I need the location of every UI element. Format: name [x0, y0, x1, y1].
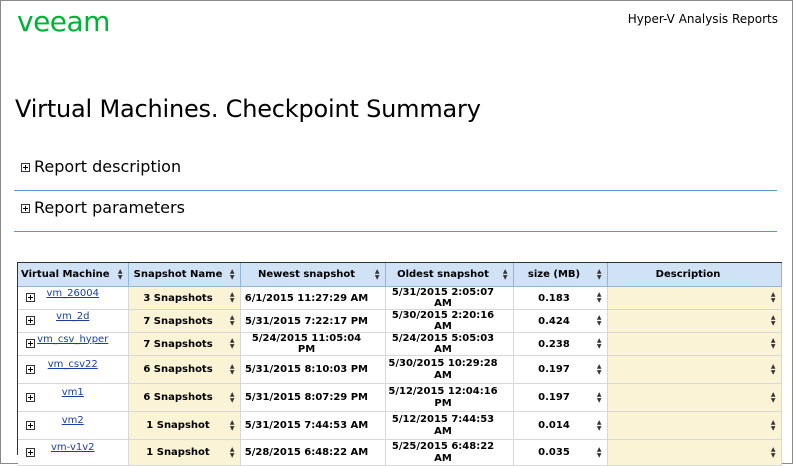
sort-arrows-icon[interactable]: ▲ ▼: [229, 418, 235, 432]
size-cell: [513, 333, 607, 356]
vm-cell: [18, 310, 128, 333]
report-parameters-section[interactable]: [14, 192, 777, 232]
sort-arrows-icon[interactable]: ▲ ▼: [596, 314, 602, 327]
vm-link[interactable]: vm2: [61, 415, 84, 426]
newest-cell: [240, 356, 385, 384]
report-description-section[interactable]: [14, 151, 777, 191]
size-cell: [513, 310, 607, 333]
sort-arrows-icon[interactable]: ▲ ▼: [229, 337, 235, 350]
expand-row-icon[interactable]: [26, 293, 35, 302]
sort-arrows-icon[interactable]: ▲ ▼: [229, 362, 235, 376]
vm-link[interactable]: vm1: [61, 387, 84, 398]
column-header-virtual-machine[interactable]: [18, 263, 128, 287]
sort-arrows-icon[interactable]: ▲ ▼: [229, 390, 235, 404]
oldest-value: 5/30/2015 2:20:16 AM: [391, 310, 495, 332]
veeam-logo-mark: [17, 7, 135, 37]
column-header-oldest-snapshot[interactable]: [385, 263, 513, 287]
sort-arrows-icon[interactable]: ▲ ▼: [117, 267, 123, 281]
description-cell: [607, 310, 781, 333]
snapshot-count: 6 Snapshots: [143, 364, 213, 375]
table-row: [18, 412, 781, 440]
sort-arrows-icon[interactable]: ▲ ▼: [374, 267, 380, 281]
newest-value: 5/24/2015 11:05:04 PM: [251, 333, 362, 355]
size-value: 0.014: [538, 420, 570, 431]
oldest-cell: [385, 384, 513, 412]
sort-arrows-icon[interactable]: ▲ ▼: [770, 337, 776, 350]
svg-text:veeam: veeam: [17, 5, 110, 38]
snapshot-cell: [128, 412, 240, 440]
report-description-label[interactable]: Report description: [34, 157, 182, 176]
newest-value: 6/1/2015 11:27:29 AM: [244, 292, 369, 304]
vm-cell: [18, 384, 128, 412]
size-cell: [513, 412, 607, 440]
description-cell: [607, 440, 781, 466]
sort-arrows-icon[interactable]: ▲ ▼: [229, 291, 235, 304]
newest-value: 5/31/2015 8:10:03 PM: [244, 364, 369, 375]
snapshot-cell: [128, 287, 240, 310]
sort-arrows-icon[interactable]: ▲ ▼: [596, 291, 602, 304]
oldest-value: 5/30/2015 10:29:28 AM: [388, 357, 498, 381]
sort-arrows-icon[interactable]: ▲ ▼: [596, 337, 602, 350]
oldest-value: 5/12/2015 12:04:16 PM: [388, 385, 498, 409]
vm-cell: [18, 440, 128, 466]
newest-cell: [240, 333, 385, 356]
vm-link[interactable]: vm_csv_hyper: [37, 333, 109, 345]
snapshot-count: 1 Snapshot: [146, 420, 210, 431]
newest-cell: [240, 384, 385, 412]
sort-arrows-icon[interactable]: ▲ ▼: [596, 390, 602, 404]
oldest-value: 5/24/2015 5:05:03 AM: [391, 333, 495, 355]
size-cell: [513, 356, 607, 384]
table-header-row: [18, 263, 781, 287]
snapshot-count: 3 Snapshots: [143, 292, 213, 304]
column-header-description: [607, 263, 781, 287]
vm-link[interactable]: vm_26004: [46, 287, 99, 299]
report-parameters-label[interactable]: Report parameters: [34, 198, 185, 217]
expand-row-icon[interactable]: [26, 393, 35, 402]
table-row: [18, 287, 781, 310]
column-header-size[interactable]: [513, 263, 607, 287]
size-cell: [513, 384, 607, 412]
vm-link[interactable]: vm_2d: [56, 310, 90, 322]
oldest-value: 5/12/2015 7:44:53 AM: [391, 413, 495, 437]
newest-value: 5/31/2015 7:44:53 AM: [244, 420, 369, 431]
sort-arrows-icon[interactable]: ▲ ▼: [770, 390, 776, 404]
vm-cell: [18, 287, 128, 310]
column-header-newest-snapshot[interactable]: [240, 263, 385, 287]
snapshot-cell: [128, 384, 240, 412]
size-cell: [513, 287, 607, 310]
table-row: [18, 356, 781, 384]
newest-cell: [240, 287, 385, 310]
expand-plus-icon[interactable]: [21, 163, 30, 172]
expand-row-icon[interactable]: [26, 448, 35, 457]
sort-arrows-icon[interactable]: ▲ ▼: [596, 362, 602, 376]
snapshot-count: 1 Snapshot: [146, 447, 210, 458]
column-header-label: Virtual Machine: [21, 269, 110, 280]
oldest-cell: [385, 440, 513, 466]
column-header-snapshot-name[interactable]: [128, 263, 240, 287]
column-header-label: Newest snapshot: [257, 269, 356, 280]
newest-cell: [240, 440, 385, 466]
sort-arrows-icon[interactable]: ▲ ▼: [596, 445, 602, 459]
oldest-cell: [385, 333, 513, 356]
oldest-value: 5/31/2015 2:05:07 AM: [391, 287, 495, 309]
snapshot-cell: [128, 310, 240, 333]
oldest-value: 5/25/2015 6:48:22 AM: [391, 440, 495, 464]
report-pack-name: Hyper-V Analysis Reports: [627, 12, 778, 26]
column-header-label: Description: [655, 269, 721, 280]
sort-arrows-icon[interactable]: ▲ ▼: [596, 267, 602, 281]
size-cell: [513, 440, 607, 466]
oldest-cell: [385, 412, 513, 440]
snapshot-cell: [128, 333, 240, 356]
snapshot-cell: [128, 440, 240, 466]
table-row: [18, 384, 781, 412]
newest-value: 5/28/2015 6:48:22 AM: [244, 447, 369, 458]
size-value: 0.238: [538, 338, 570, 350]
column-header-label: Snapshot Name: [133, 269, 223, 280]
snapshot-cell: [128, 356, 240, 384]
table-row: [18, 333, 781, 356]
newest-value: 5/31/2015 8:07:29 PM: [244, 392, 369, 403]
newest-cell: [240, 310, 385, 333]
description-cell: [607, 412, 781, 440]
size-value: 0.035: [538, 447, 570, 458]
sort-arrows-icon[interactable]: ▲ ▼: [770, 418, 776, 432]
expand-row-icon[interactable]: [26, 365, 35, 374]
column-header-label: size (MB): [527, 269, 581, 280]
table-row: [18, 440, 781, 466]
column-header-label: Oldest snapshot: [397, 269, 489, 280]
page-title: Virtual Machines. Checkpoint Summary: [15, 95, 481, 123]
oldest-cell: [385, 310, 513, 333]
size-value: 0.424: [538, 315, 570, 327]
description-cell: [607, 333, 781, 356]
newest-cell: [240, 412, 385, 440]
vm-cell: [18, 412, 128, 440]
snapshot-count: 7 Snapshots: [143, 338, 213, 350]
sort-arrows-icon[interactable]: ▲ ▼: [502, 267, 508, 281]
newest-value: 5/31/2015 7:22:17 PM: [244, 315, 369, 327]
sort-arrows-icon[interactable]: ▲ ▼: [770, 445, 776, 459]
sort-arrows-icon[interactable]: ▲ ▼: [770, 314, 776, 327]
expand-row-icon[interactable]: [26, 316, 35, 325]
vm-link[interactable]: vm-v1v2: [50, 442, 95, 453]
description-cell: [607, 384, 781, 412]
sort-arrows-icon[interactable]: ▲ ▼: [229, 445, 235, 459]
size-value: 0.197: [538, 364, 570, 375]
sort-arrows-icon[interactable]: ▲ ▼: [770, 362, 776, 376]
sort-arrows-icon[interactable]: ▲ ▼: [596, 418, 602, 432]
snapshot-count: 7 Snapshots: [143, 315, 213, 327]
vm-cell: [18, 333, 128, 356]
checkpoint-summary-table: [17, 262, 782, 464]
vm-cell: [18, 356, 128, 384]
snapshot-count: 6 Snapshots: [143, 392, 213, 403]
sort-arrows-icon[interactable]: ▲ ▼: [229, 267, 235, 281]
description-cell: [607, 287, 781, 310]
vm-link[interactable]: vm_csv22: [47, 359, 98, 370]
sort-arrows-icon[interactable]: ▲ ▼: [229, 314, 235, 327]
sort-arrows-icon[interactable]: ▲ ▼: [770, 291, 776, 304]
expand-plus-icon[interactable]: [21, 204, 30, 213]
table-row: [18, 310, 781, 333]
size-value: 0.183: [538, 292, 570, 304]
oldest-cell: [385, 287, 513, 310]
expand-row-icon[interactable]: [26, 421, 35, 430]
expand-row-icon[interactable]: [26, 339, 35, 348]
veeam-logo: [17, 7, 135, 41]
size-value: 0.197: [538, 392, 570, 403]
description-cell: [607, 356, 781, 384]
oldest-cell: [385, 356, 513, 384]
